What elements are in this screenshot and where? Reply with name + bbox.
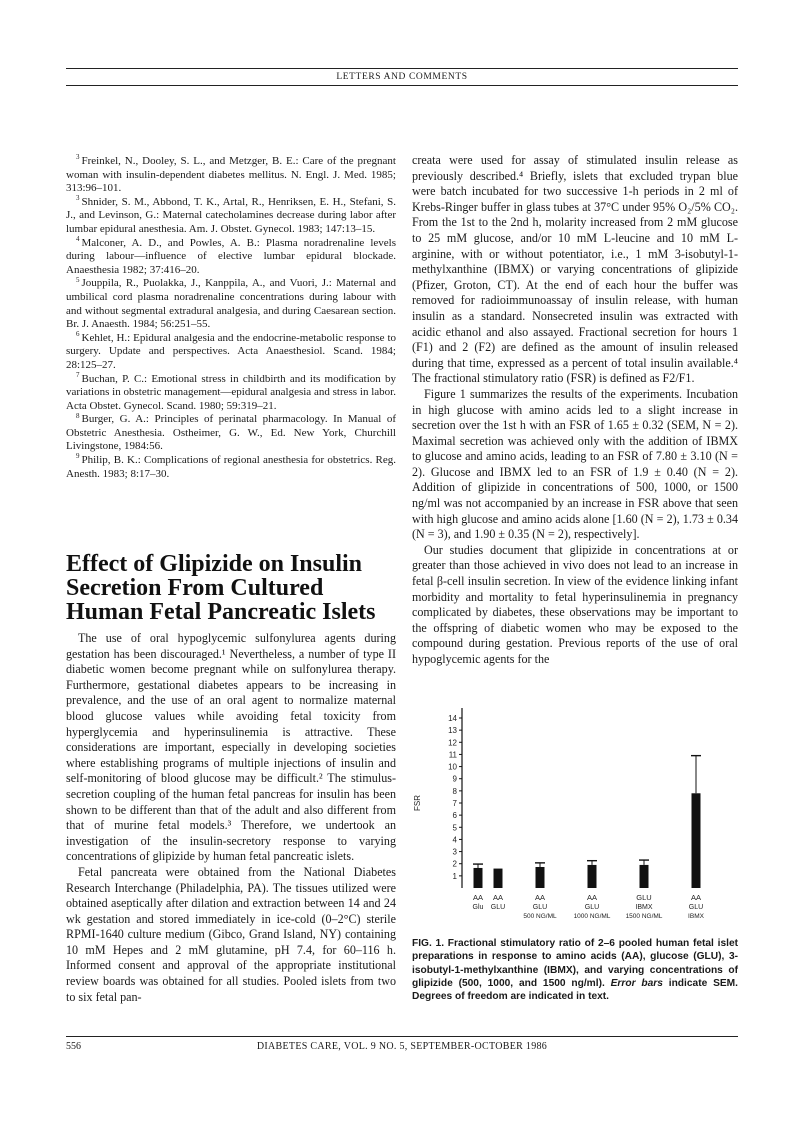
reference-number: 8 xyxy=(76,411,80,420)
paragraph: Our studies document that glipizide in concentrations at or greater than those achieved in vivo does not lead to an increase in fetal β-cell insulin secretion. In view of the evidence linking infant morbidity and mortality to fetal hyperinsulinemia in pregnancy complicated by diabetes, these observations may be important to the offspring of diabetic women who may be exposed to the compound during gestation. Previous reports of the use of oral hypoglycemic agents for the xyxy=(412,542,738,666)
reference-item xyxy=(66,413,396,454)
caption-text: Fractional stimulatory ratio of 2–6 pooled human fetal islet preparations in response to amino acids (AA), glucose (GLU), 3-isobutyl-1-methylxanthine (IBMX), and varying concentrations of glipizide (500, 1000, and 1500 ng/ml). xyxy=(412,938,738,989)
figure-1-chart xyxy=(412,700,738,930)
y-tick-label: 1 xyxy=(452,871,457,881)
reference-item xyxy=(66,155,396,196)
x-tick-label: 1000 NG/ML xyxy=(573,913,611,920)
reference-item xyxy=(66,196,396,237)
x-tick-label: AA xyxy=(690,893,702,902)
header-rule-lower xyxy=(66,85,738,86)
bar xyxy=(692,793,701,888)
x-tick-label: GLU xyxy=(532,904,548,911)
article-title xyxy=(66,552,406,624)
x-tick-label: IBMX xyxy=(635,904,653,911)
reference-number: 4 xyxy=(76,234,80,243)
reference-item xyxy=(66,332,396,373)
caption-text-end: indicate SEM. Degrees of freedom are indicated in text. xyxy=(412,977,738,1003)
paragraph: The use of oral hypoglycemic sulfonylurea agents during gestation has been discouraged.¹ Nevertheless, a number of type II diabetic women become pregnant while on sulfonylurea therapy. Furthermore, gestational diabetes appears to be increasing in prevalence, and the use of an oral agent to normalize maternal blood glucose values while avoiding fetal toxicity from hyperglycemia and hyperinsulinemia is attractive. These considerations are important, especially in developing societies where establishing programs of multiple injections of insulin and self-monitoring of blood glucose may be difficult.² The stimulus-secretion coupling of the human fetal pancreas for insulin has been shown to be different than that of the adult and also different from that of murine fetal models.³ Therefore, we undertook an investigation of the insulin-secretory response to varying concentrations of glipizide by human fetal pancreatic islets. xyxy=(66,631,396,864)
x-tick-label: AA xyxy=(492,893,504,902)
reference-text: Kehlet, H.: Epidural analgesia and the endocrine-metabolic response to surgery. Update and perspectives. Acta Anaesthesiol. Scand. 1984; 28:125–27. xyxy=(66,331,396,371)
journal-citation: DIABETES CARE, VOL. 9 NO. 5, SEPTEMBER-OCTOBER 1986 xyxy=(256,1041,548,1052)
title-line: Secretion From Cultured xyxy=(66,575,324,601)
reference-text: Burger, G. A.: Principles of perinatal pharmacology. In Manual of Obstetric Anesthesia. Ostheimer, G. W., Ed. New York, Churchill Livingstone, 1984:56. xyxy=(66,413,396,453)
page-number: 556 xyxy=(66,1041,81,1052)
y-tick-label: 3 xyxy=(452,847,457,857)
reference-number: 5 xyxy=(76,275,80,284)
caption-label: FIG. 1. xyxy=(412,938,445,949)
y-tick-label: 6 xyxy=(452,811,457,821)
article-body-left xyxy=(66,631,396,1005)
reference-text: Shnider, S. M., Abbond, T. K., Artal, R., Henriksen, E. H., Stefani, S. J., and Levinson, G.: Maternal catecholamines decrease during labor after lumbar epidural anesthesia. Am. J. Obstet. Gynecol. 1983; 147:13–15. xyxy=(66,195,396,235)
reference-item xyxy=(66,277,396,331)
reference-item xyxy=(66,370,396,414)
bar xyxy=(494,869,503,888)
reference-text: Freinkel, N., Dooley, S. L., and Metzger, B. E.: Care of the pregnant woman with insulin-dependent diabetes mellitus. N. Engl. J. Med. 1985; 313:96–101. xyxy=(66,155,396,195)
reference-list xyxy=(66,155,396,481)
reference-number: 3 xyxy=(76,153,80,162)
x-tick-label: 1500 NG/ML xyxy=(625,913,663,920)
y-tick-label: 12 xyxy=(448,738,457,748)
bar xyxy=(640,865,649,888)
y-tick-label: 2 xyxy=(452,859,457,869)
y-tick-label: 7 xyxy=(452,799,457,808)
reference-item xyxy=(66,454,396,481)
article-body-right xyxy=(412,153,738,668)
x-tick-label: GLU xyxy=(584,904,600,911)
header-rule xyxy=(66,68,738,69)
bar xyxy=(474,868,483,888)
reference-item xyxy=(66,234,396,278)
x-tick-label: AA xyxy=(472,893,484,902)
x-tick-label: Glu xyxy=(472,904,484,911)
footer-rule xyxy=(66,1036,738,1037)
x-tick-label: GLU xyxy=(636,893,652,902)
y-tick-label: 5 xyxy=(452,823,457,833)
x-tick-label: GLU xyxy=(490,904,506,911)
y-tick-label: 14 xyxy=(448,714,457,723)
reference-text: Philip, B. K.: Complications of regional anesthesia for obstetrics. Reg. Anesth. 1983; 8:17–30. xyxy=(66,454,396,480)
title-line: Effect of Glipizide on Insulin xyxy=(66,551,363,577)
y-tick-label: 9 xyxy=(452,774,457,784)
y-axis-label: FSR xyxy=(413,795,422,811)
reference-number: 6 xyxy=(76,330,80,339)
title-line: Human Fetal Pancreatic Islets xyxy=(66,599,376,625)
paragraph: creata were used for assay of stimulated insulin release as previously described.⁴ Briefly, islets that excluded trypan blue were batch incubated for two successive 1-h periods in 2 ml of Krebs-Ringer buffer in glass tubes at 37°C under 95% O₂/5% CO₂. From the 1st to the 2nd h, molarity increased from 2 mM glucose to 25 mM glucose, and/or 10 mM L-leucine and 10 mM L-arginine, with or without potentiator, i.e., 1 mM 3-isobutyl-1-methylxanthine (IBMX) or varying concentrations of glipizide (Pfizer, Groton, CT). At the end of each hour the buffer was removed for radioimmunoassay of insulin release, with human insulin as a standard. Nonsecreted insulin was extracted with acidic ethanol and also assayed. Fractional secretion for hours 1 (F1) and 2 (F2) are defined as the amount of insulin released during that time, expressed as a percent of total insulin available.⁴ The fractional stimulatory ratio (FSR) is defined as F2/F1. xyxy=(412,153,738,386)
reference-number: 9 xyxy=(76,452,80,461)
x-tick-label: AA xyxy=(534,893,546,902)
y-tick-label: 4 xyxy=(452,835,457,845)
bar-chart xyxy=(412,700,738,930)
bar xyxy=(588,865,597,888)
running-header: LETTERS AND COMMENTS xyxy=(336,72,468,82)
bar xyxy=(536,867,545,888)
y-tick-label: 13 xyxy=(448,726,457,736)
caption-italic: Error bars xyxy=(610,977,663,989)
figure-caption xyxy=(412,937,738,1003)
reference-number: 3 xyxy=(76,194,80,203)
reference-text: Malconer, A. D., and Powles, A. B.: Plasma noradrenaline levels during labour—influence of elective lumbar epidural blockade. Anaesthesia 1982; 37:416–20. xyxy=(66,236,396,276)
paragraph: Figure 1 summarizes the results of the experiments. Incubation in high glucose with amino acids led to a slight increase in secretion over the 1st h with an FSR of 1.65 ± 0.32 (SEM, N = 2). Maximal secretion was achieved only with the addition of IBMX to glucose and amino acids, leading to an FSR of 7.80 ± 3.10 (N = 2). Glucose and IBMX led to an FSR of 1.9 ± 0.40 (N = 2). Addition of glipizide in concentrations of 500, 1000, or 1500 ng/ml was not accompanied by an increase in FSR above that seen with high glucose and amino acids alone [1.60 (N = 2), 1.73 ± 0.34 (N = 3), and 1.90 ± 0.35 (N = 2), respectively]. xyxy=(412,386,738,542)
reference-text: Jouppila, R., Puolakka, J., Kanppila, A., and Vuori, J.: Maternal and umbilical cord plasma noradrenaline concentrations during labour with and without segmental extradural analgesia, and during Caesarean section. Br. J. Anaesth. 1984; 56:251–55. xyxy=(66,277,396,331)
x-tick-label: AA xyxy=(586,893,598,902)
y-tick-label: 10 xyxy=(448,762,457,772)
x-tick-label: GLU xyxy=(688,904,704,911)
paragraph: Fetal pancreata were obtained from the National Diabetes Research Interchange (Philadelphia, PA). The tissues utilized were obtained aseptically after dilation and extraction between 14 and 24 wk gestation and stored immediately in ice-cold (0–2°C) sterile RPMI-1640 culture medium (Gibco, Grand Island, NY) containing 10 mM Hepes and 2 mM glutamine, pH 7.4, for 60–116 h. Informed consent and approval of the appropriate institutional review boards was obtained for all studies. Pooled islets from two to six fetal pan- xyxy=(66,864,396,1004)
x-tick-label: 500 NG/ML xyxy=(523,913,557,920)
reference-number: 7 xyxy=(76,370,80,379)
y-tick-label: 11 xyxy=(448,750,457,760)
reference-text: Buchan, P. C.: Emotional stress in childbirth and its modification by variations in obstetric management—epidural analgesia and stress in labor. Acta Obstet. Gynecol. Scand. 1980; 59:319–21. xyxy=(66,372,396,412)
x-tick-label: IBMX xyxy=(688,913,704,920)
y-tick-label: 8 xyxy=(452,786,457,796)
